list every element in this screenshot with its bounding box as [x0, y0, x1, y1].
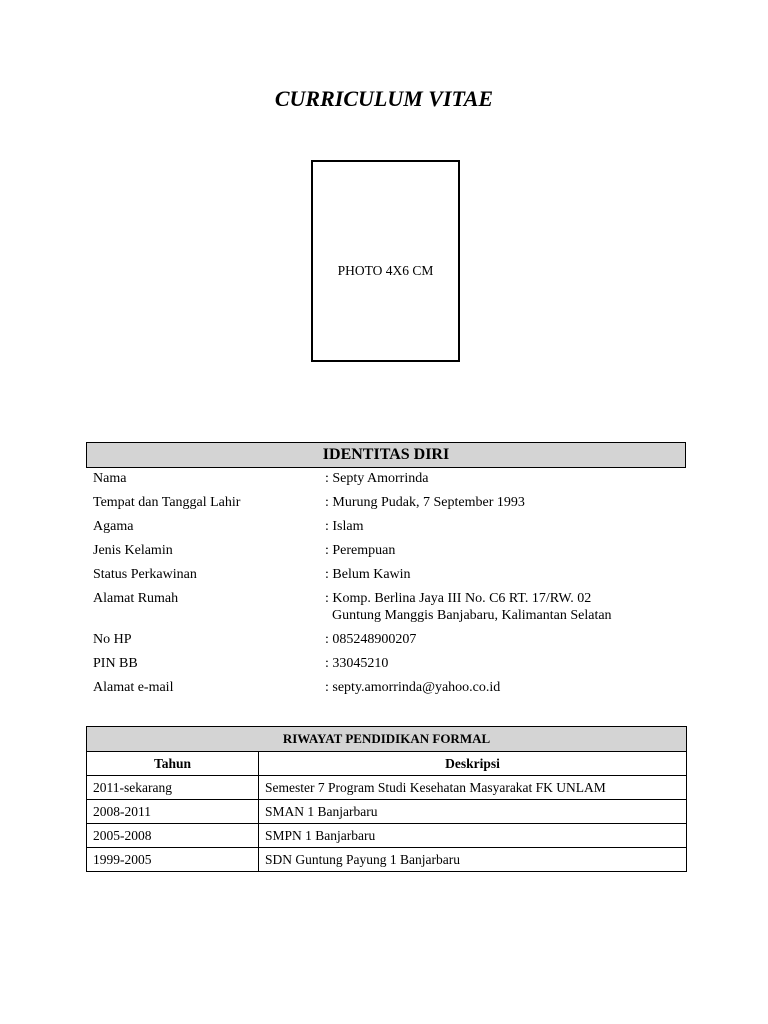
cell-deskripsi: Semester 7 Program Studi Kesehatan Masyarakat FK UNLAM: [259, 776, 687, 800]
identitas-row-email: [93, 679, 686, 696]
pendidikan-header: RIWAYAT PENDIDIKAN FORMAL: [87, 727, 687, 752]
identitas-value: : Murung Pudak, 7 September 1993: [325, 495, 525, 510]
identitas-label: Alamat e-mail: [93, 680, 174, 695]
table-row: [87, 800, 687, 824]
identitas-header: IDENTITAS DIRI: [86, 442, 686, 468]
identitas-list: [93, 470, 686, 703]
identitas-row-alamat: [93, 590, 686, 624]
identitas-label: Nama: [93, 471, 127, 486]
cell-tahun: 2005-2008: [87, 824, 259, 848]
table-row: [87, 848, 687, 872]
identitas-value-multiline: [325, 590, 686, 624]
identitas-label: PIN BB: [93, 656, 138, 671]
cell-tahun: 2011-sekarang: [87, 776, 259, 800]
photo-label: PHOTO 4X6 CM: [337, 263, 434, 278]
pendidikan-table: [86, 726, 687, 872]
table-row: [87, 824, 687, 848]
identitas-row-hp: [93, 631, 686, 648]
identitas-value: : Perempuan: [325, 543, 396, 558]
table-row: [87, 776, 687, 800]
identitas-value: : Septy Amorrinda: [325, 471, 429, 486]
cell-deskripsi: SDN Guntung Payung 1 Banjarbaru: [259, 848, 687, 872]
identitas-value: : 085248900207: [325, 632, 417, 647]
identitas-value: : 33045210: [325, 656, 389, 671]
identitas-value: : septy.amorrinda@yahoo.co.id: [325, 680, 501, 695]
pendidikan-title-row: [87, 727, 687, 752]
identitas-label: Agama: [93, 519, 134, 534]
identitas-label: No HP: [93, 632, 132, 647]
photo-placeholder: [311, 160, 460, 362]
identitas-row-status: [93, 566, 686, 583]
identitas-row-nama: [93, 470, 686, 487]
identitas-row-jenis-kelamin: [93, 542, 686, 559]
cell-tahun: 2008-2011: [87, 800, 259, 824]
identitas-value: : Belum Kawin: [325, 567, 411, 582]
cell-deskripsi: SMPN 1 Banjarbaru: [259, 824, 687, 848]
alamat-line-2: Guntung Manggis Banjabaru, Kalimantan Selatan: [332, 608, 612, 623]
identitas-label: Tempat dan Tanggal Lahir: [93, 495, 241, 510]
identitas-row-ttl: [93, 494, 686, 511]
identitas-row-agama: [93, 518, 686, 535]
identitas-label: Status Perkawinan: [93, 567, 197, 582]
cell-deskripsi: SMAN 1 Banjarbaru: [259, 800, 687, 824]
identitas-label: Jenis Kelamin: [93, 543, 173, 558]
cell-tahun: 1999-2005: [87, 848, 259, 872]
identitas-row-pin-bb: [93, 655, 686, 672]
pendidikan-column-headers: [87, 752, 687, 776]
identitas-label: Alamat Rumah: [93, 591, 179, 606]
column-header-deskripsi: Deskripsi: [259, 752, 687, 776]
column-header-tahun: Tahun: [87, 752, 259, 776]
identitas-value: : Islam: [325, 519, 364, 534]
document-title: CURRICULUM VITAE: [274, 86, 494, 111]
alamat-line-1: : Komp. Berlina Jaya III No. C6 RT. 17/RW. 02: [325, 591, 592, 606]
